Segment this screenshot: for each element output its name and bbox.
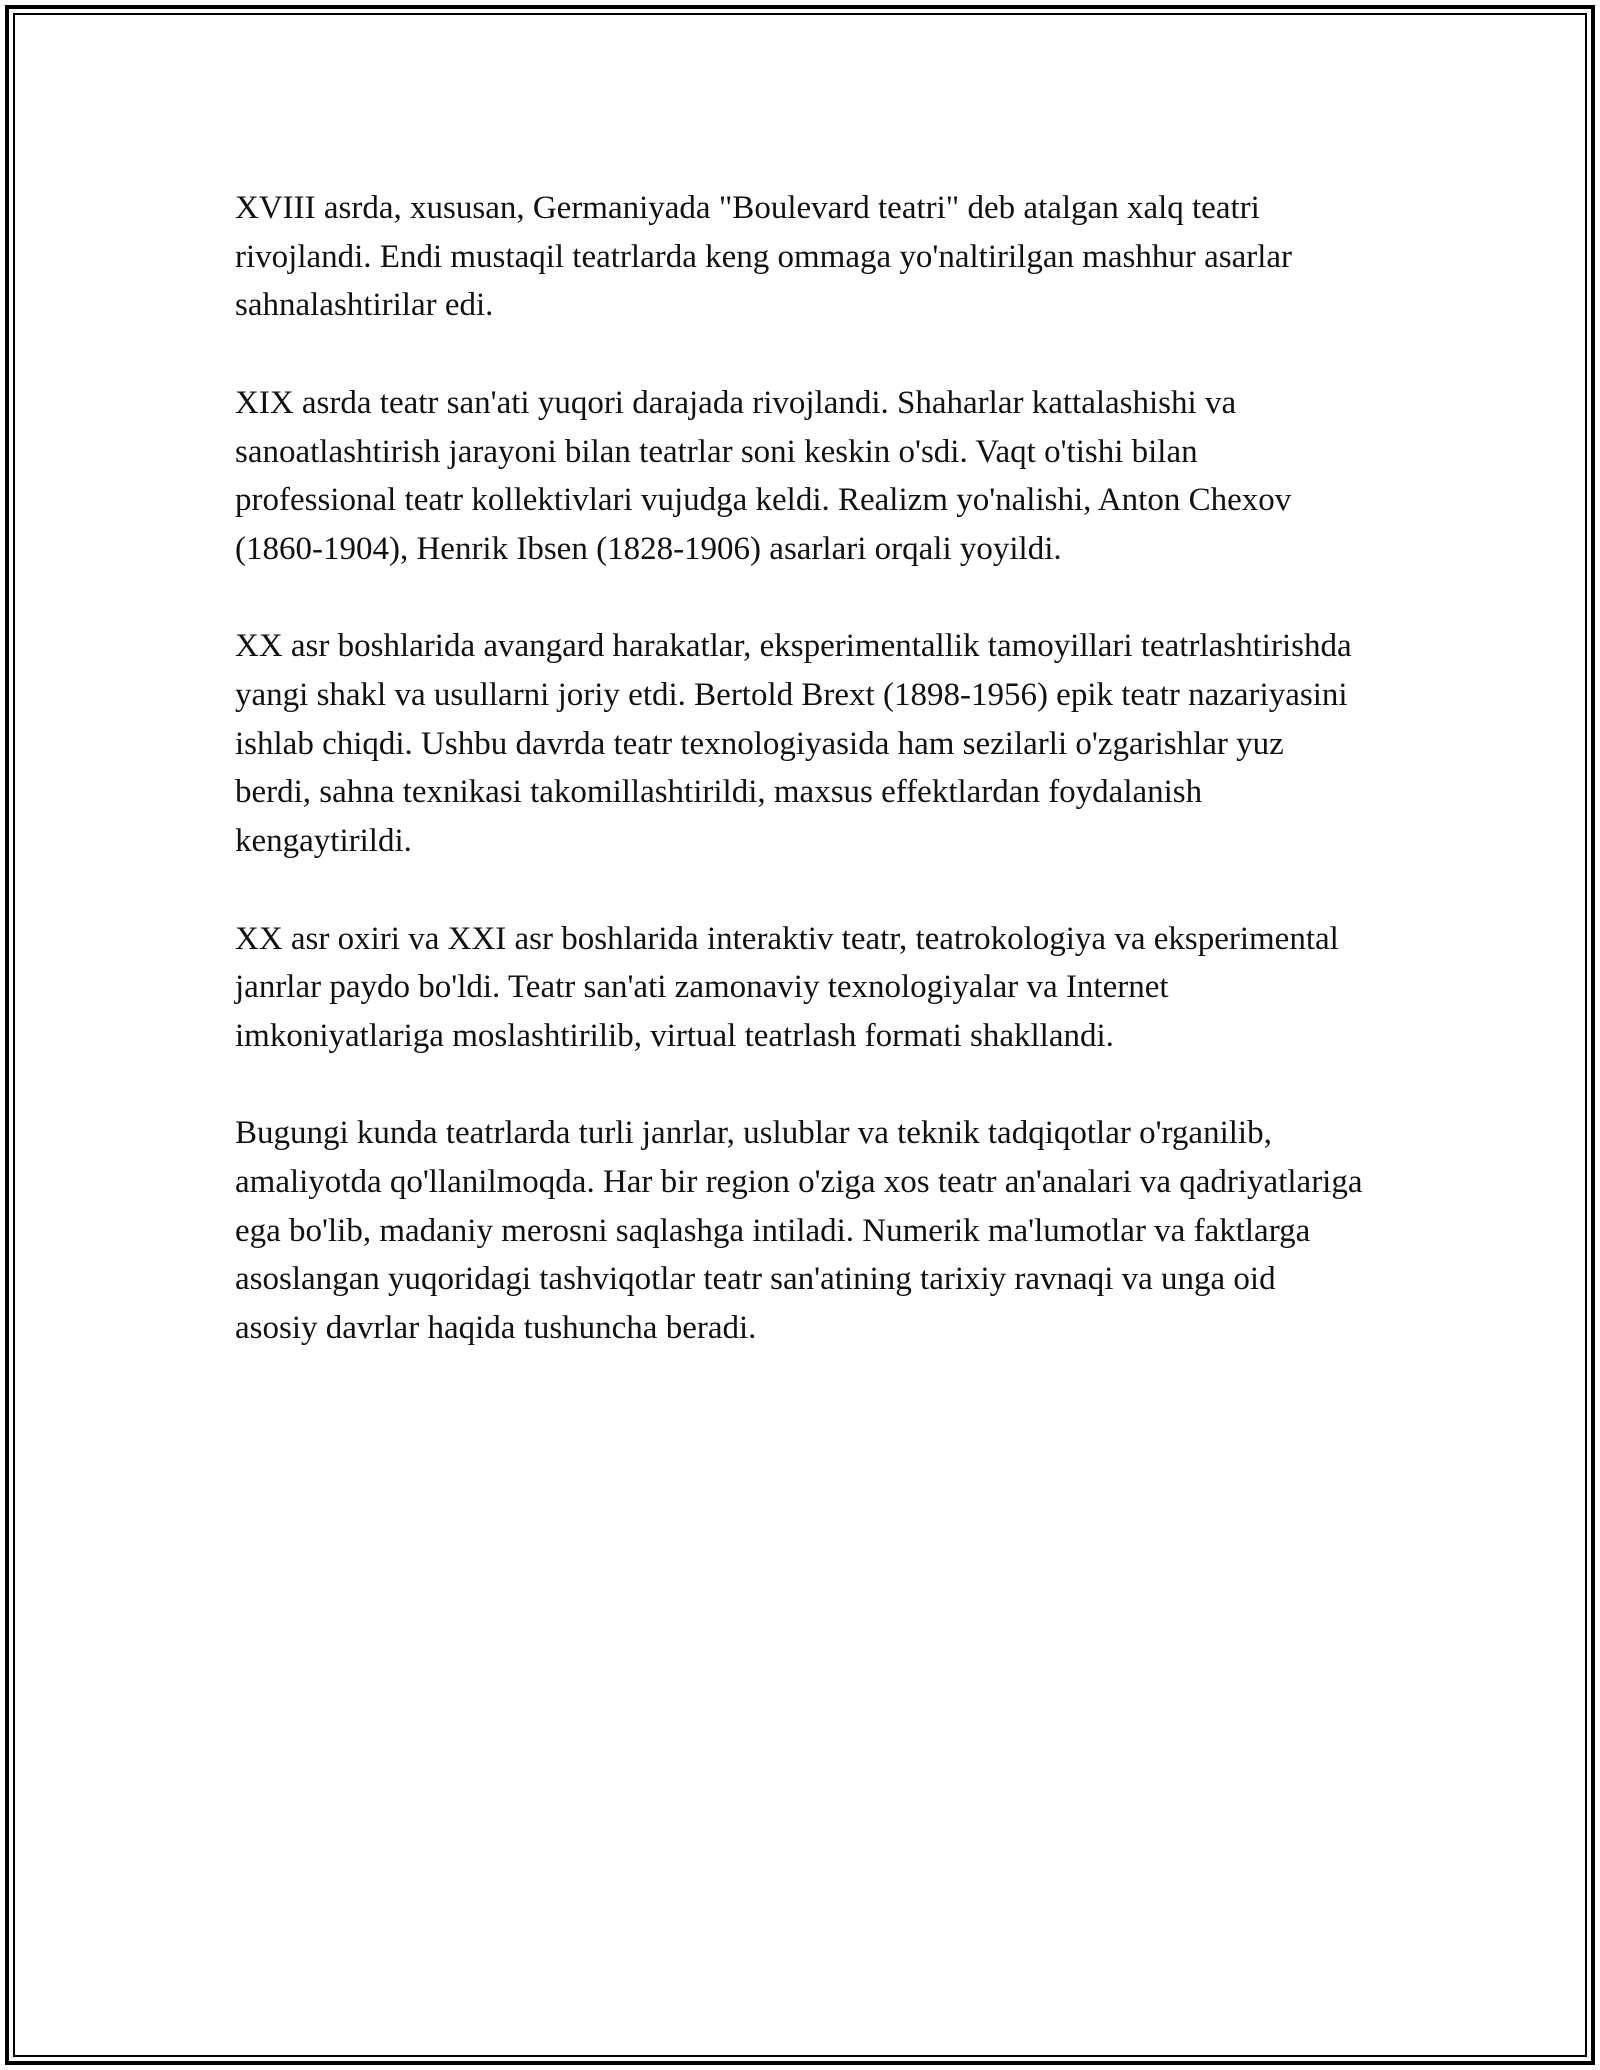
paragraph-today: Bugungi kunda teatrlarda turli janrlar, uslublar va teknik tadqiqotlar o'rganilib, amaliyotda qo'llanilmoqda. Har bir region o'ziga xos teatr an'analari va qadriyatlariga ega bo'lib, madaniy merosni saqlashga intiladi. Numerik ma'lumotlar va faktlarga asoslangan yuqoridagi tashviqotlar teatr san'atining tarixiy ravnaqi va unga oid asosiy davrlar haqida tushuncha beradi.	[235, 1115, 1363, 1347]
document-body	[235, 184, 1365, 1353]
paragraph-20th-21st-century: XX asr oxiri va XXI asr boshlarida interaktiv teatr, teatrokologiya va eksperimental janrlar paydo bo'ldi. Teatr san'ati zamonaviy texnologiyalar va Internet imkoniyatlariga moslashtirilib, virtual teatrlash formati shakllandi.	[235, 920, 1339, 1054]
paragraph-19th-century: XIX asrda teatr san'ati yuqori darajada rivojlandi. Shaharlar kattalashishi va sanoatlashtirish jarayoni bilan teatrlar soni keskin o'sdi. Vaqt o'tishi bilan professional teatr kollektivlari vujudga keldi. Realizm yo'nalishi, Anton Chexov (1860-1904), Henrik Ibsen (1828-1906) asarlari orqali yoyildi.	[235, 384, 1292, 567]
paragraph-18th-century: XVIII asrda, xususan, Germaniyada "Boulevard teatri" deb atalgan xalq teatri rivojlandi. Endi mustaqil teatrlarda keng ommaga yo'naltirilgan mashhur asarlar sahnalashtirilar edi.	[235, 190, 1293, 324]
paragraph-20th-century-early: XX asr boshlarida avangard harakatlar, eksperimentallik tamoyillari teatrlashtirishda yangi shakl va usullarni joriy etdi. Bertold Brext (1898-1956) epik teatr nazariyasini ishlab chiqdi. Ushbu davrda teatr texnologiyasida ham sezilarli o'zgarishlar yuz berdi, sahna texnikasi takomillashtirildi, maxsus effektlardan foydalanish kengaytirildi.	[235, 628, 1352, 860]
